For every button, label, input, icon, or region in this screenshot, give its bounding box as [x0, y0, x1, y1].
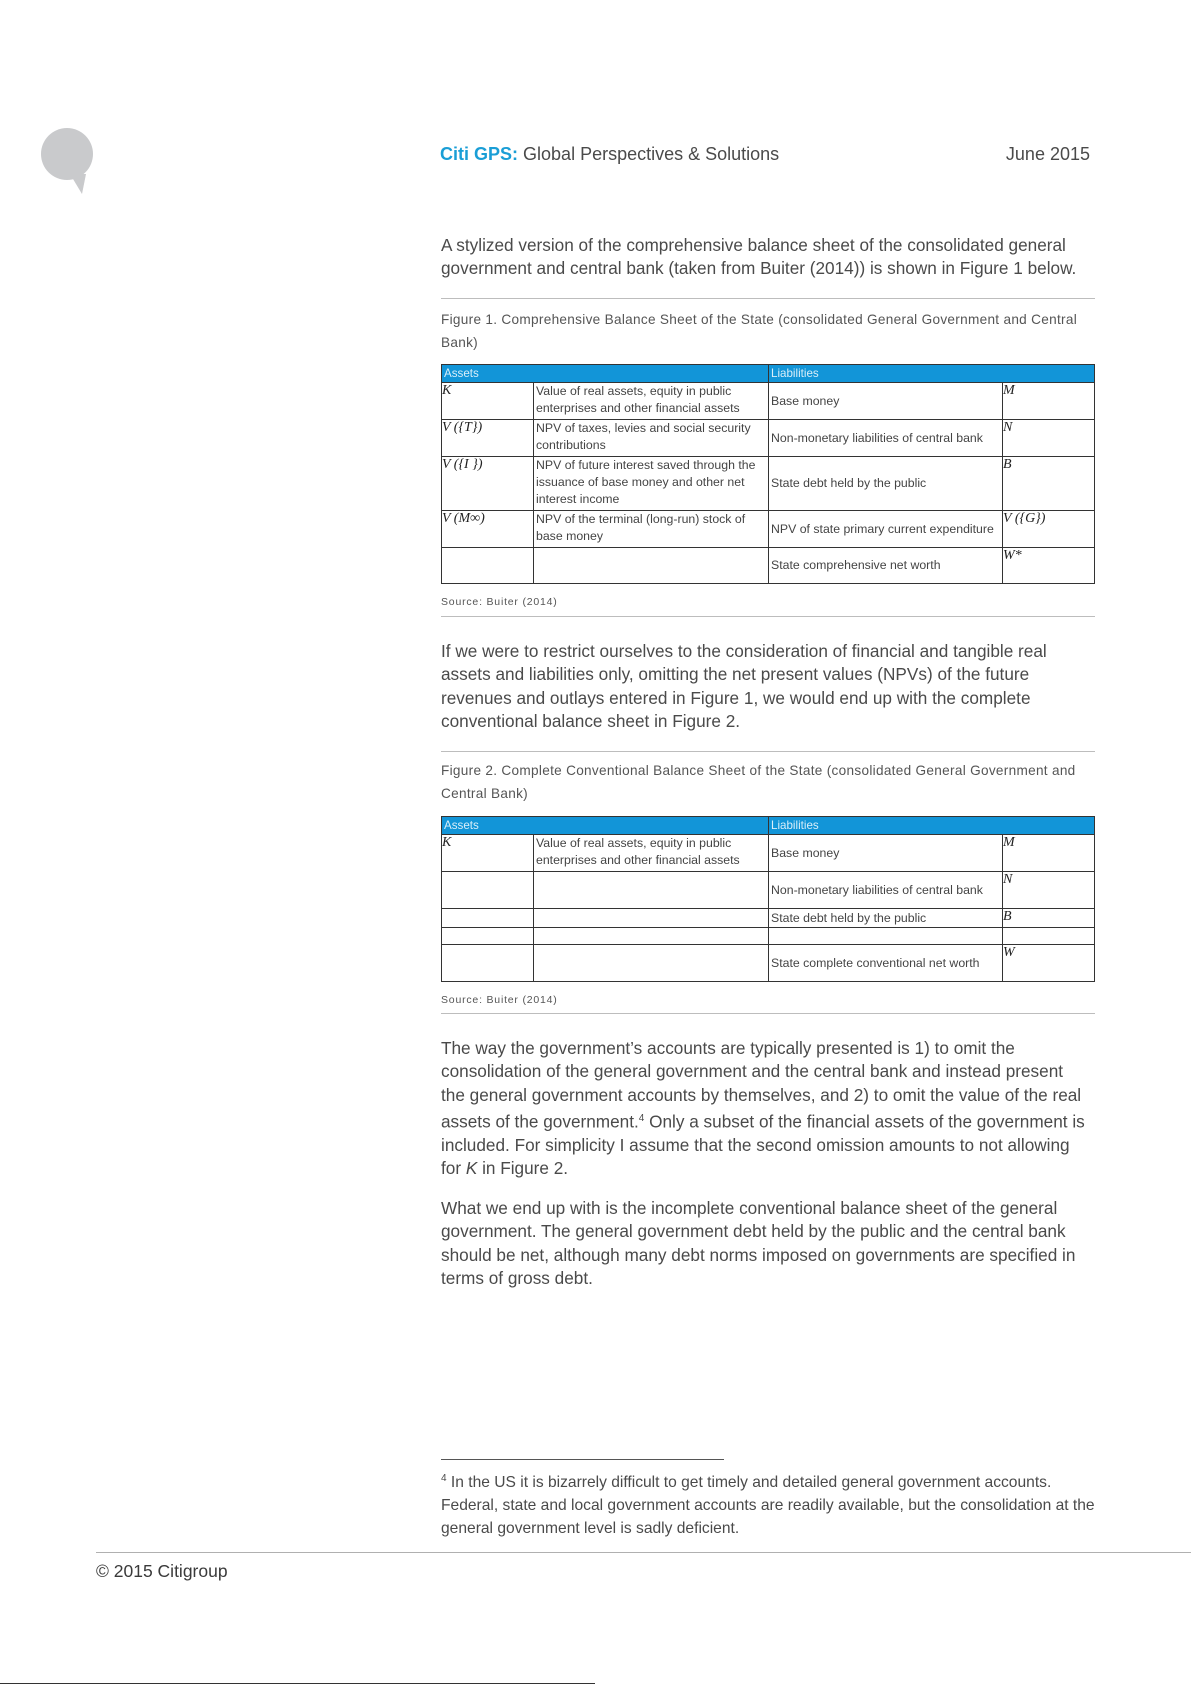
table-row	[442, 909, 1095, 928]
liability-label: Base money	[769, 835, 1003, 872]
figure1-title: Figure 1. Comprehensive Balance Sheet of the State (consolidated General Government and Central Bank)	[441, 312, 1078, 350]
liability-symbol: N	[1003, 420, 1095, 457]
table-row	[442, 548, 1095, 584]
paragraph-3-part3: in Figure 2.	[477, 1158, 569, 1179]
paragraph-4	[441, 1197, 1091, 1290]
footer-rule	[96, 1552, 1191, 1553]
asset-symbol	[442, 872, 534, 909]
asset-label: Value of real assets, equity in public enterprises and other financial assets	[534, 835, 769, 872]
paragraph-2-text: If we were to restrict ourselves to the consideration of financial and tangible real assets and liabilities only, omitting the net present values (NPVs) of the future revenues and outlays entered in Figure 1, we would end up with the complete conventional balance sheet in Figure 2.	[441, 641, 1047, 731]
footnote-ref[interactable]: 4	[638, 1112, 645, 1124]
variable-k: K	[465, 1158, 478, 1179]
figure2-header-row	[442, 817, 1095, 835]
asset-symbol	[442, 928, 534, 945]
intro-paragraph	[441, 234, 1091, 281]
assets-header: Assets	[442, 365, 769, 383]
liability-label: State complete conventional net worth	[769, 945, 1003, 982]
table-row	[442, 928, 1095, 945]
liability-symbol: B	[1003, 909, 1095, 928]
page-header	[440, 144, 1090, 165]
citi-speech-bubble-logo	[40, 128, 94, 194]
figure2-table	[441, 816, 1095, 982]
liabilities-header: Liabilities	[769, 817, 1095, 835]
asset-symbol: K	[442, 383, 534, 420]
figure1-header-row	[442, 365, 1095, 383]
paragraph-4-text: What we end up with is the incomplete conventional balance sheet of the general government. The general government debt held by the public and the central bank should be net, although many debt norms imposed on governments are specified in terms of gross debt.	[441, 1198, 1076, 1288]
figure1-source: Source: Buiter (2014)	[441, 596, 558, 608]
asset-label: NPV of the terminal (long-run) stock of base money	[534, 511, 769, 548]
figure2-source: Source: Buiter (2014)	[441, 994, 558, 1006]
liability-label: State comprehensive net worth	[769, 548, 1003, 584]
paragraph-3-part2: Only a subset of the financial assets of the government is included. For simplicity I assume that the second omission amounts to not allowing for	[441, 1111, 1085, 1179]
footnote-number: 4	[441, 1473, 447, 1484]
asset-label	[534, 872, 769, 909]
liability-label: State debt held by the public	[769, 457, 1003, 511]
asset-symbol: V ({I })	[442, 457, 534, 511]
paragraph-3-text	[441, 1037, 1091, 1181]
table-row	[442, 457, 1095, 511]
liability-symbol	[1003, 928, 1095, 945]
paragraph-3	[441, 1037, 1091, 1181]
figure1-bottom-rule	[441, 616, 1095, 617]
asset-label	[534, 945, 769, 982]
liability-label: State debt held by the public	[769, 909, 1003, 928]
figure1-top-rule	[441, 298, 1095, 299]
header-subtitle: Global Perspectives & Solutions	[523, 144, 780, 164]
asset-symbol	[442, 548, 534, 584]
asset-label: NPV of future interest saved through the issuance of base money and other net interest income	[534, 457, 769, 511]
assets-header: Assets	[442, 817, 769, 835]
liability-symbol: N	[1003, 872, 1095, 909]
table-row	[442, 945, 1095, 982]
asset-label	[534, 928, 769, 945]
liability-symbol: B	[1003, 457, 1095, 511]
liabilities-header: Liabilities	[769, 365, 1095, 383]
footnote-separator	[441, 1459, 724, 1460]
liability-label	[769, 928, 1003, 945]
liability-symbol: V ({G})	[1003, 511, 1095, 548]
footnote-text: In the US it is bizarrely difficult to get timely and detailed general government accounts. Federal, state and local government accounts are readily available, but the consolidation at the general government level is sadly deficient.	[441, 1474, 1095, 1538]
header-date: June 2015	[1005, 144, 1090, 164]
figure2-bottom-rule	[441, 1013, 1095, 1014]
liability-symbol: W*	[1003, 548, 1095, 584]
table-row	[442, 383, 1095, 420]
asset-label	[534, 909, 769, 928]
liability-label: Base money	[769, 383, 1003, 420]
table-row	[442, 835, 1095, 872]
figure2-top-rule	[441, 751, 1095, 752]
asset-label	[534, 548, 769, 584]
table-row	[442, 420, 1095, 457]
paragraph-2	[441, 640, 1091, 733]
liability-label: NPV of state primary current expenditure	[769, 511, 1003, 548]
table-row	[442, 872, 1095, 909]
asset-symbol	[442, 909, 534, 928]
header-brand: Citi GPS:	[440, 144, 519, 164]
footnote	[441, 1467, 1095, 1540]
liability-symbol: M	[1003, 383, 1095, 420]
page-bottom-line	[0, 1683, 595, 1684]
liability-label: Non-monetary liabilities of central bank	[769, 420, 1003, 457]
paragraph-3-part1: The way the government’s accounts are typically presented is 1) to omit the consolidation of the general government and the central bank and instead present the general government accounts by themselves, and 2) to omit the value of the real assets of the government.	[441, 1038, 1082, 1132]
figure1-table	[441, 364, 1095, 584]
asset-symbol: V (M∞)	[442, 511, 534, 548]
asset-symbol	[442, 945, 534, 982]
copyright: © 2015 Citigroup	[96, 1561, 228, 1581]
liability-symbol: W	[1003, 945, 1095, 982]
asset-symbol: V ({T})	[442, 420, 534, 457]
asset-symbol: K	[442, 835, 534, 872]
table-row	[442, 511, 1095, 548]
asset-label: Value of real assets, equity in public enterprises and other financial assets	[534, 383, 769, 420]
liability-label: Non-monetary liabilities of central bank	[769, 872, 1003, 909]
figure2-title: Figure 2. Complete Conventional Balance Sheet of the State (consolidated General Government and Central Bank)	[441, 763, 1076, 801]
liability-symbol: M	[1003, 835, 1095, 872]
asset-label: NPV of taxes, levies and social security contributions	[534, 420, 769, 457]
intro-text: A stylized version of the comprehensive balance sheet of the consolidated general government and central bank (taken from Buiter (2014)) is shown in Figure 1 below.	[441, 235, 1077, 279]
